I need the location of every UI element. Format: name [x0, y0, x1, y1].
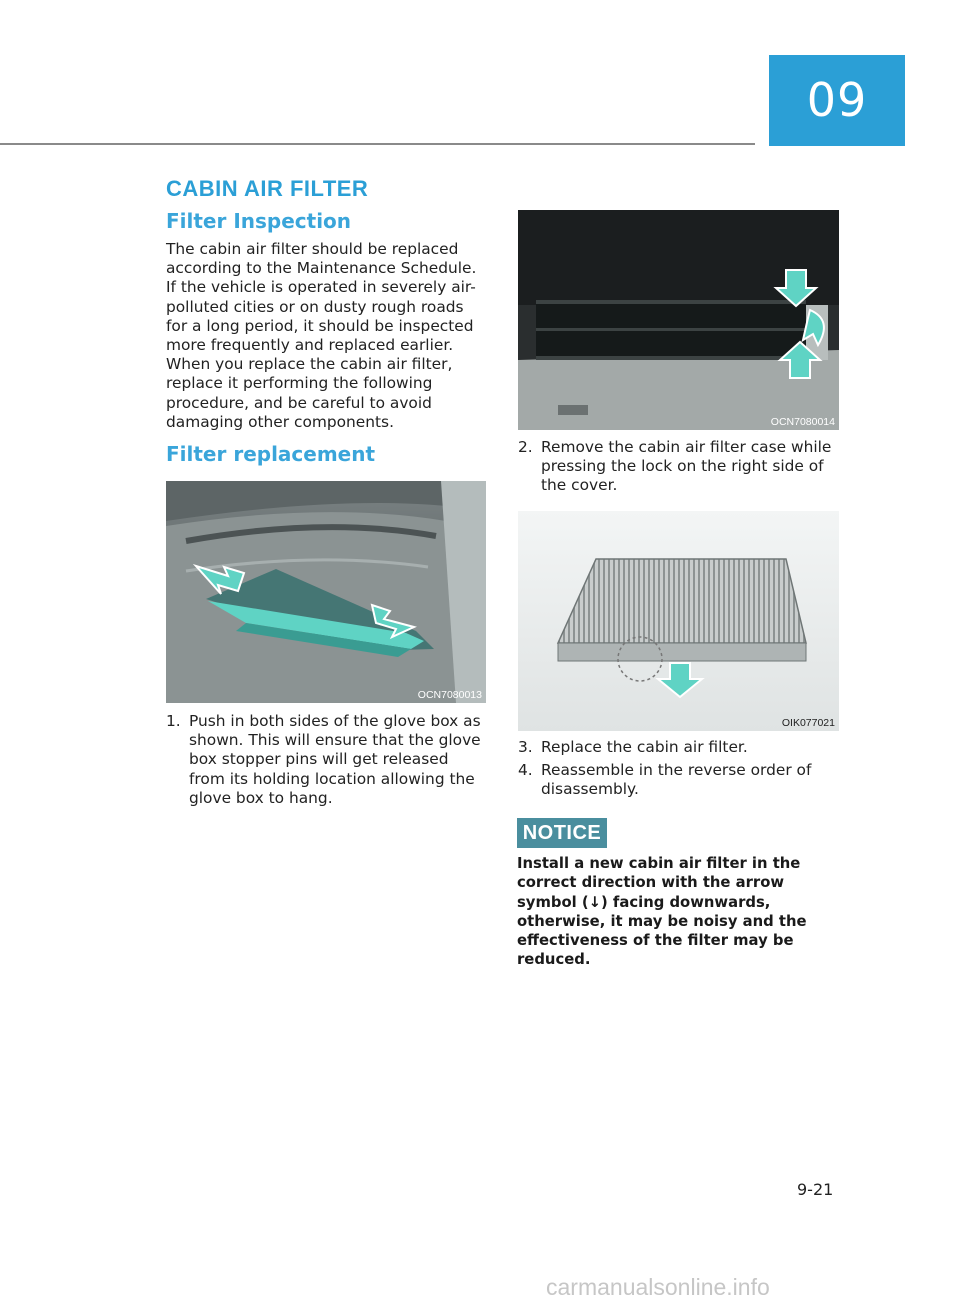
inspection-body: The cabin air filter should be replaced according to the Maintenance Schedule. If the vehicle is operated in severely air-polluted cities or on dusty rough roads for a long period, it should be inspected more frequently and replaced earlier. When you replace the cabin air filter, replace it performing the following procedure, and be careful to avoid damaging other components.: [166, 240, 477, 431]
step-number: 1.: [166, 712, 181, 730]
notice-text: Install a new cabin air filter in the correct direction with the arrow symbol (↓) facing downwards, otherwise, it may be noisy and the effectiveness of the filter may be reduced.: [517, 855, 807, 969]
notice-badge: NOTICE: [517, 818, 607, 848]
step-4: [518, 761, 839, 799]
replacement-heading: Filter replacement: [166, 442, 376, 466]
filter-figure: [518, 511, 839, 731]
step-1: [166, 712, 486, 808]
watermark: carmanualsonline.info: [546, 1274, 770, 1300]
inspection-heading: Filter Inspection: [166, 209, 352, 233]
filter-case-illustration: [518, 210, 839, 430]
figure-code: OCN7080014: [770, 416, 835, 428]
step-text: Reassemble in the reverse order of disassembly.: [541, 761, 812, 799]
step-number: 2.: [518, 438, 533, 456]
filter-case-figure: [518, 210, 839, 430]
step-number: 3.: [518, 738, 533, 756]
step-text: Remove the cabin air filter case while pressing the lock on the right side of the cover.: [541, 438, 832, 495]
header-rule: [0, 143, 755, 145]
filter-illustration: [518, 511, 839, 731]
step-text: Replace the cabin air filter.: [541, 738, 748, 756]
step-text: Push in both sides of the glove box as shown. This will ensure that the glove box stopper pins will get released from its holding location allowing the glove box to hang.: [189, 712, 481, 807]
page-number: 9-21: [797, 1180, 834, 1199]
step-number: 4.: [518, 761, 533, 779]
step-3: [518, 738, 839, 757]
figure-code: OCN7080013: [417, 689, 482, 701]
section-title: CABIN AIR FILTER: [166, 176, 369, 201]
glovebox-figure: [166, 481, 486, 703]
chapter-tab: 09: [769, 55, 905, 146]
figure-code: OIK077021: [781, 717, 835, 729]
glovebox-illustration: [166, 481, 486, 703]
step-2: [518, 438, 839, 496]
